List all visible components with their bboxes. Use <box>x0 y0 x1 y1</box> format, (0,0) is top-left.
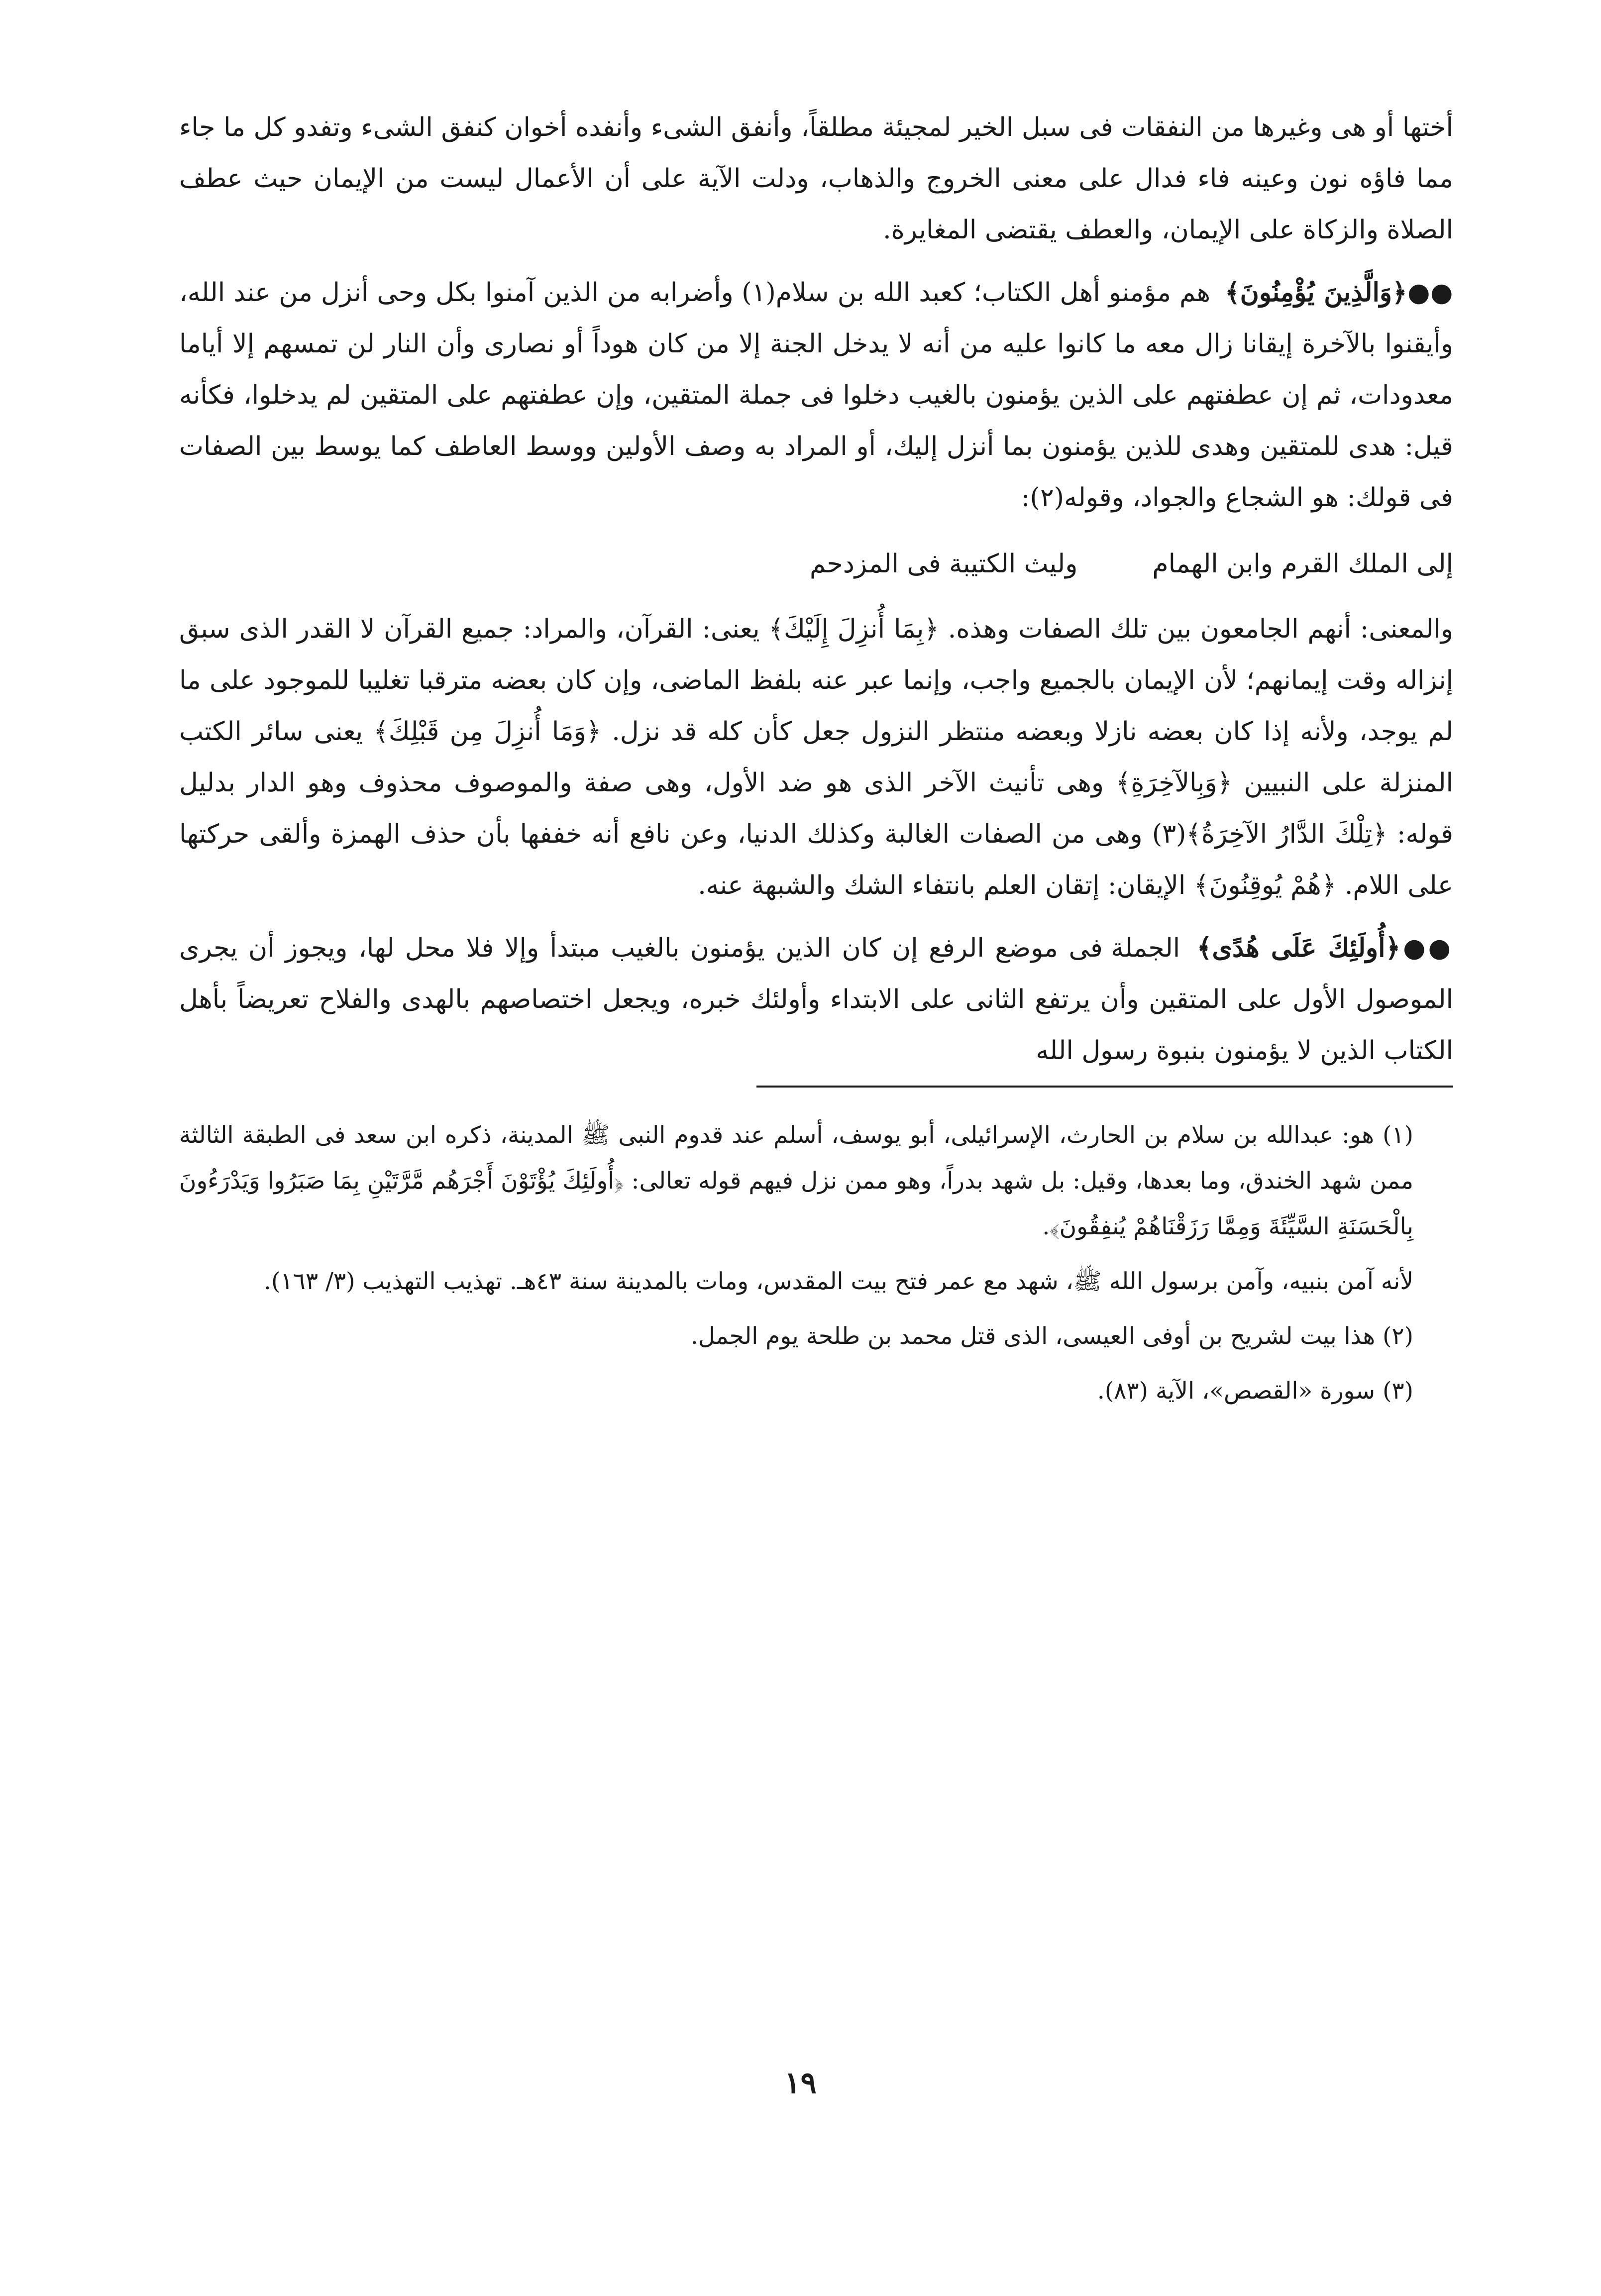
paragraph-2 <box>179 267 1453 524</box>
verse-first-hemistich: إلى الملك القرم وابن الهمام <box>1152 549 1453 579</box>
paragraph-1 <box>179 102 1453 256</box>
paragraph-3 <box>179 604 1453 911</box>
paragraph-4 <box>179 922 1453 1077</box>
footnotes <box>179 1112 1453 1414</box>
page-content <box>179 102 1453 1414</box>
footnote-1-continued: لأنه آمن بنبيه، وآمن برسول الله ﷺ، شهد مع عمر فتح بيت المقدس، ومات بالمدينة سنة ٤٣هـ. تهذيب التهذيب (٣/ ١٦٣). <box>264 1268 1413 1295</box>
verse-second-hemistich: وليث الكتيبة فى المزدحم <box>809 549 1078 579</box>
paragraph-1-text: أختها أو هى وغيرها من النفقات فى سبل الخير لمجيئة مطلقاً، وأنفق الشىء وأنفده أخوان كنفق الشىء وتفدو كل ما جاء مما فاؤه نون وعينه فاء فدال على معنى الخروج والذهاب، ودلت الآية على أن الأعمال ليست من الإيمان حيث عطف الصلاة والزكاة على الإيمان، والعطف يقتضى المغايرة. <box>179 112 1453 245</box>
main-text <box>179 102 1453 1077</box>
paragraph-2-text: هم مؤمنو أهل الكتاب؛ كعبد الله بن سلام(١) وأضرابه من الذين آمنوا بكل وحى أنزل من عند الله، وأيقنوا بالآخرة إيقانا زال معه ما كانوا عليه من أنه لا يدخل الجنة إلا من كان هوداً أو نصارى وأن النار لن تمسهم إلا أياما معدودات، ثم إن عطفتهم على الذين يؤمنون بالغيب دخلوا فى جملة المتقين، وإن عطفتهم على المتقين لم يدخلوا، فكأنه قيل: هدى للمتقين وهدى للذين يؤمنون بما أنزل إليك، أو المراد به وصف الأولين ووسط العاطف كما يوسط بين الصفات فى قولك: هو الشجاع والجواد، وقوله(٢): <box>179 278 1453 513</box>
footnote-3: (٣) سورة «القصص»، الآية (٨٣). <box>1097 1377 1413 1405</box>
quran-quote-alladhina-yuminun: ●●﴿وَالَّذِينَ يُؤْمِنُونَ﴾ <box>1225 277 1454 308</box>
paragraph-3-text: والمعنى: أنهم الجامعون بين تلك الصفات وهذه. ﴿بِمَا أُنزِلَ إِلَيْكَ﴾ يعنى: القرآن، والمراد: جميع القرآن لا القدر الذى سبق إنزاله وقت إيمانهم؛ لأن الإيمان بالجميع واجب، وإنما عبر عنه بلفظ الماضى، وإن كان بعضه مترقبا تغليبا للموجود على ما لم يوجد، ولأنه إذا كان بعضه نازلا وبعضه منتظر النزول جعل كأن كله قد نزل. ﴿وَمَا أُنزِلَ مِن قَبْلِكَ﴾ يعنى سائر الكتب المنزلة على النبيين ﴿وَبِالآخِرَةِ﴾ وهى تأنيث الآخر الذى هو ضد الأول، وهى صفة والموصوف محذوف وهو الدار بدليل قوله: ﴿تِلْكَ الدَّارُ الآخِرَةُ﴾(٣) وهى من الصفات الغالبة وكذلك الدنيا، وعن نافع أنه خففها بأن حذف الهمزة وألقى حركتها على اللام. ﴿هُمْ يُوقِنُونَ﴾ الإيقان: إتقان العلم بانتفاء الشك والشبهة عنه. <box>179 614 1453 900</box>
footnote-1: (١) هو: عبدالله بن سلام بن الحارث، الإسرائيلى، أبو يوسف، أسلم عند قدوم النبى ﷺ المدينة، ذكره ابن سعد فى الطبقة الثالثة ممن شهد الخندق، وما بعدها، وقيل: بل شهد بدراً، وهو ممن نزل فيهم قوله تعالى: ﴿أُولَئِكَ يُؤْتَوْنَ أَجْرَهُم مَّرَّتَيْنِ بِمَا صَبَرُوا وَيَدْرَءُونَ بِالْحَسَنَةِ السَّيِّئَةَ وَمِمَّا رَزَقْنَاهُمْ يُنفِقُونَ﴾. <box>179 1121 1413 1240</box>
poetry-verse <box>179 539 1453 590</box>
paragraph-4-text: الجملة فى موضع الرفع إن كان الذين يؤمنون بالغيب مبتدأ وإلا فلا محل لها، ويجوز أن يجرى الموصول الأول على المتقين وأن يرتفع الثانى على الابتداء وأولئك خبره، ويجعل اختصاصهم بالهدى والفلاح تعريضاً بأهل الكتاب الذين لا يؤمنون بنبوة رسول الله <box>179 933 1453 1066</box>
page-number: ١٩ <box>784 2066 817 2100</box>
footnote-2: (٢) هذا بيت لشريح بن أوفى العيسى، الذى قتل محمد بن طلحة يوم الجمل. <box>690 1322 1413 1350</box>
quran-quote-ulaika-ala-huda: ●●﴿أُولَئِكَ عَلَى هُدًى﴾ <box>1196 933 1454 963</box>
footnote-divider <box>756 1086 1453 1088</box>
